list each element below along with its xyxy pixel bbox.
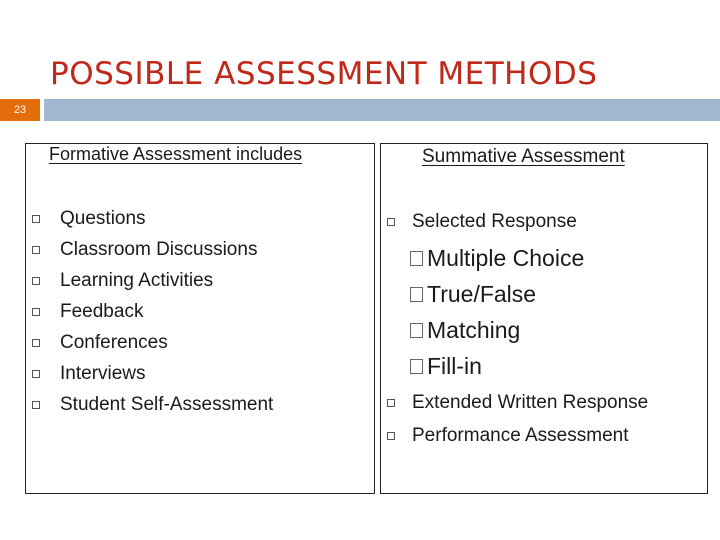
bullet-box-icon: [410, 323, 423, 338]
sublist-item-label: True/False: [427, 280, 537, 307]
header-bar: [44, 99, 720, 121]
bullet-box-icon: [387, 399, 395, 407]
bullet-box-icon: [32, 370, 40, 378]
list-item: [32, 234, 273, 265]
bullet-box-icon: [32, 308, 40, 316]
slide-title: POSSIBLE ASSESSMENT METHODS: [50, 56, 598, 92]
selected-response-sublist: [410, 240, 584, 384]
summative-heading: Summative Assessment: [422, 146, 625, 167]
list-item: [387, 392, 648, 414]
list-item: [32, 265, 273, 296]
bullet-box-icon: [32, 215, 40, 223]
bullet-box-icon: [32, 246, 40, 254]
list-item: [387, 211, 577, 233]
sublist-item: [410, 240, 584, 276]
sublist-item-label: Matching: [427, 316, 521, 343]
list-item-label: Performance Assessment: [412, 425, 629, 446]
bullet-box-icon: [410, 359, 423, 374]
list-item: [387, 425, 628, 447]
list-item-label: Classroom Discussions: [60, 238, 258, 260]
list-item-label: Selected Response: [412, 211, 577, 232]
list-item-label: Interviews: [60, 362, 146, 384]
formative-list: [32, 203, 273, 420]
slide-number: 23: [0, 99, 40, 121]
list-item-label: Learning Activities: [60, 269, 214, 291]
list-item: [32, 389, 273, 420]
bullet-box-icon: [32, 401, 40, 409]
sublist-item: [410, 312, 584, 348]
sublist-item-label: Multiple Choice: [427, 244, 585, 271]
list-item-label: Student Self-Assessment: [60, 393, 274, 415]
list-item: [32, 296, 273, 327]
formative-heading: Formative Assessment includes: [49, 144, 303, 164]
bullet-box-icon: [410, 287, 423, 302]
sublist-item-label: Fill-in: [427, 352, 482, 379]
list-item-label: Questions: [60, 207, 146, 229]
bullet-box-icon: [32, 339, 40, 347]
list-item-label: Extended Written Response: [412, 392, 649, 413]
list-item-label: Conferences: [60, 331, 168, 353]
bullet-box-icon: [387, 432, 395, 440]
sublist-item: [410, 276, 584, 312]
list-item: [32, 327, 273, 358]
bullet-box-icon: [410, 251, 423, 266]
bullet-box-icon: [387, 218, 395, 226]
list-item: [32, 203, 273, 234]
bullet-box-icon: [32, 277, 40, 285]
list-item-label: Feedback: [60, 300, 144, 322]
list-item: [32, 358, 273, 389]
sublist-item: [410, 348, 584, 384]
